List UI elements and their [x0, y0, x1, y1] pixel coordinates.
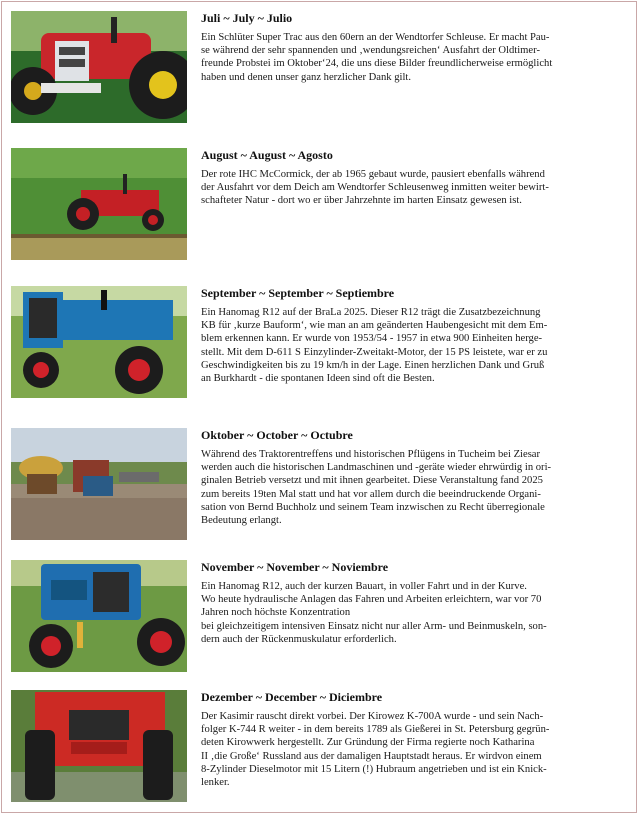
photo-hanomag-r12-brala: [11, 286, 187, 398]
photo-kirowez-k700a: [11, 690, 187, 802]
photo-hanomag-r12-curve: [11, 560, 187, 672]
text-line: se während der sehr spannenden und ‚wendungsreichen‘ Ausfahrt der Oldtimer-: [201, 45, 540, 57]
text-line: Geschwindigkeiten bis zu 19 km/h in der Lage. Einen herzlichen Dank und Gruß: [201, 359, 545, 371]
text-line: werden auch die historischen Landmaschinen und -geräte wieder ehrwürdig in ori-: [201, 462, 552, 474]
text-line: dern auch der Rückenmuskulatur erforderlich.: [201, 633, 397, 645]
text-line: zum bereits 19ten Mal statt und hat vor allem durch die beeindruckende Organi-: [201, 488, 541, 500]
text-line: freunde Probstei im Oktober‘24, die uns diese Bilder freundlicherweise ermöglicht: [201, 58, 553, 70]
text-line: haben und denen unser ganz herzlicher Dank gilt.: [201, 71, 412, 83]
entry-description: [201, 31, 625, 84]
text-line: KB für ‚kurze Bauform‘, wie man an am geänderten Haubengesicht mit dem Em-: [201, 320, 548, 332]
text-line: Der Kasimir rauscht direkt vorbei. Der Kirowez K-700A wurde - und sein Nach-: [201, 711, 544, 722]
text-line: an Burkhardt - die spontanen Ideen sind oft die Besten.: [201, 373, 435, 385]
text-line: schafteter Natur - dort wo er über Jahrzehnte im harten Einsatz gewesen ist.: [201, 195, 522, 207]
text-line: Ein Schlüter Super Trac aus den 60ern an der Wendtorfer Schleuse. Er macht Pau-: [201, 32, 550, 43]
text-line: lenker.: [201, 777, 230, 789]
month-title: Oktober ~ October ~ Octubre: [201, 428, 353, 442]
month-title: Dezember ~ December ~ Diciembre: [201, 690, 383, 704]
entry-description: [201, 580, 625, 646]
text-line: Wo heute hydraulische Anlagen das Fahren und Arbeiten erleichtern, war vor 70: [201, 594, 542, 606]
text-line: bei gleichzeitigem intensiven Einsatz nicht nur aller Arm- und Beinmuskeln, son-: [201, 620, 547, 632]
text-line: Bedeutung erlangt.: [201, 515, 282, 527]
text-line: stellt. Mit dem D-611 S Einzylinder-Zweitakt-Motor, der 15 PS leistete, war er zu: [201, 346, 548, 358]
month-title: November ~ November ~ Noviembre: [201, 560, 389, 574]
photo-schlueter-tractor: [11, 11, 187, 123]
text-line: folger K-744 R weiter - in dem bereits 1789 als Gießerei in St. Petersburg gegrün-: [201, 724, 550, 736]
text-line: Ein Hanomag R12, auch der kurzen Bauart, in voller Fahrt und in der Kurve.: [201, 581, 527, 592]
text-line: ginalen Betrieb versetzt und mit ihnen gearbeitet. Diese Veranstaltung fand 2025: [201, 475, 543, 487]
text-line: deten Kirowwerk hergestellt. Zur Gründung der Firma regierte noch Katharina: [201, 737, 535, 749]
month-title: Juli ~ July ~ Julio: [201, 11, 293, 25]
month-title: September ~ September ~ Septiembre: [201, 286, 395, 300]
text-line: Während des Traktorentreffens und historischen Pflügens in Tucheim bei Ziesar: [201, 449, 541, 460]
entry-description: [201, 168, 625, 208]
text-line: Der rote IHC McCormick, der ab 1965 gebaut wurde, pausiert ebenfalls während: [201, 169, 545, 180]
text-line: blem erkennen kann. Er wurde von 1953/54 - 1957 in etwa 900 Einheiten herge-: [201, 333, 543, 345]
month-title: August ~ August ~ Agosto: [201, 148, 333, 162]
text-line: der Ausfahrt vor dem Deich am Wendtorfer Schleusenweg inmitten weiter bewirt-: [201, 182, 549, 194]
entry-description: [201, 710, 625, 789]
photo-historic-ploughing: [11, 428, 187, 540]
text-line: 8-Zylinder Dieselmotor mit 15 Litern (!) Hubraum angetrieben und ist ein Knick-: [201, 763, 547, 775]
text-line: II ‚die Große‘ Russland aus der damaligen Hauptstadt heraus. Er wirdvon einem: [201, 750, 542, 762]
entry-description: [201, 448, 625, 527]
text-line: Ein Hanomag R12 auf der BraLa 2025. Dieser R12 trägt die Zusatzbezeichnung: [201, 307, 541, 318]
text-line: sation von Bernd Buchholz und seinem Team inzwischen zu Recht überregionale: [201, 501, 545, 513]
photo-ihc-mccormick: [11, 148, 187, 260]
calendar-page: [1, 1, 637, 813]
text-line: Jahren noch höchste Konzentration: [201, 607, 351, 619]
entry-description: [201, 306, 625, 385]
